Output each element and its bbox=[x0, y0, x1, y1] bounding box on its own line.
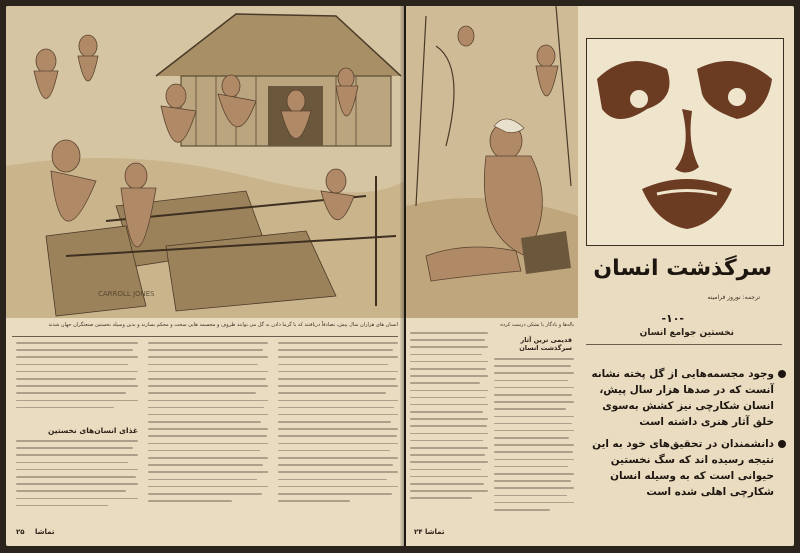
bullet-text: دانشمندان در تحقیق‌های خود به این نتیجه رسیده اند که سگ نخستین حیوانی است که به وسیله انسان شکارچی اهلی شده است bbox=[592, 438, 774, 498]
left-page-footer bbox=[16, 528, 54, 536]
text-column-left-top bbox=[16, 342, 138, 422]
title-divider bbox=[586, 344, 782, 345]
craftsman-drawing bbox=[406, 6, 578, 318]
village-scene-drawing bbox=[6, 6, 404, 318]
translator-credit: ترجمه: نوروز فرامینه bbox=[707, 294, 760, 301]
bullet-dot-icon bbox=[778, 370, 786, 378]
bullet-item bbox=[582, 436, 786, 500]
illustration-prehistoric-village bbox=[6, 6, 404, 318]
artist-signature: CARROLL JONES bbox=[98, 290, 155, 298]
title-artwork-frame bbox=[586, 38, 784, 246]
text-column-right bbox=[278, 342, 398, 522]
page-number: ۲۴ bbox=[414, 528, 423, 536]
face-logo-artwork bbox=[587, 39, 783, 245]
magazine-name: تماشا bbox=[424, 528, 445, 536]
text-column-right-a bbox=[494, 358, 574, 518]
text-column-right-b bbox=[410, 332, 488, 518]
illustration-caption: انسان های هزاران سال پیش، تصادفاً دریافتند که با گرما دادن به گل می توانند ظروف و مجسمه هایی سخت و محکم بسازند و بدین وسیله نخستین صنعتگران جهان شدند bbox=[48, 322, 398, 328]
column-heading-food: غذای انسان‌های نخستین bbox=[48, 426, 138, 435]
right-page-footer bbox=[410, 528, 444, 536]
bullet-dot-icon bbox=[778, 440, 786, 448]
right-page bbox=[406, 6, 794, 546]
magazine-name: تماشا bbox=[34, 528, 55, 536]
series-title: نخستین جوامع انسان bbox=[639, 328, 734, 338]
column-heading-oldest: قدیمی ترین آثار سرگذشت انسان bbox=[519, 336, 572, 352]
text-column-left-bottom bbox=[16, 440, 138, 520]
series-number: -۱۰- bbox=[661, 312, 684, 325]
craftsman-caption: باله‌ها و یادگار یا بشکن درست کرده bbox=[500, 322, 574, 328]
highlight-bullets bbox=[582, 366, 786, 506]
divider bbox=[12, 336, 398, 337]
page-number: ۲۵ bbox=[16, 528, 25, 536]
article-title: سرگذشت انسان bbox=[593, 256, 772, 281]
text-column-middle bbox=[148, 342, 268, 522]
bullet-item bbox=[582, 366, 786, 430]
illustration-craftsman bbox=[406, 6, 578, 318]
left-page bbox=[6, 6, 404, 546]
bullet-text: وجود مجسمه‌هایی از گل پخته نشانه آنست که در صدها هزار سال پیش، انسان شکارچی نیز کشش به‌سوی خلق آثار هنری داشته است bbox=[591, 368, 774, 428]
